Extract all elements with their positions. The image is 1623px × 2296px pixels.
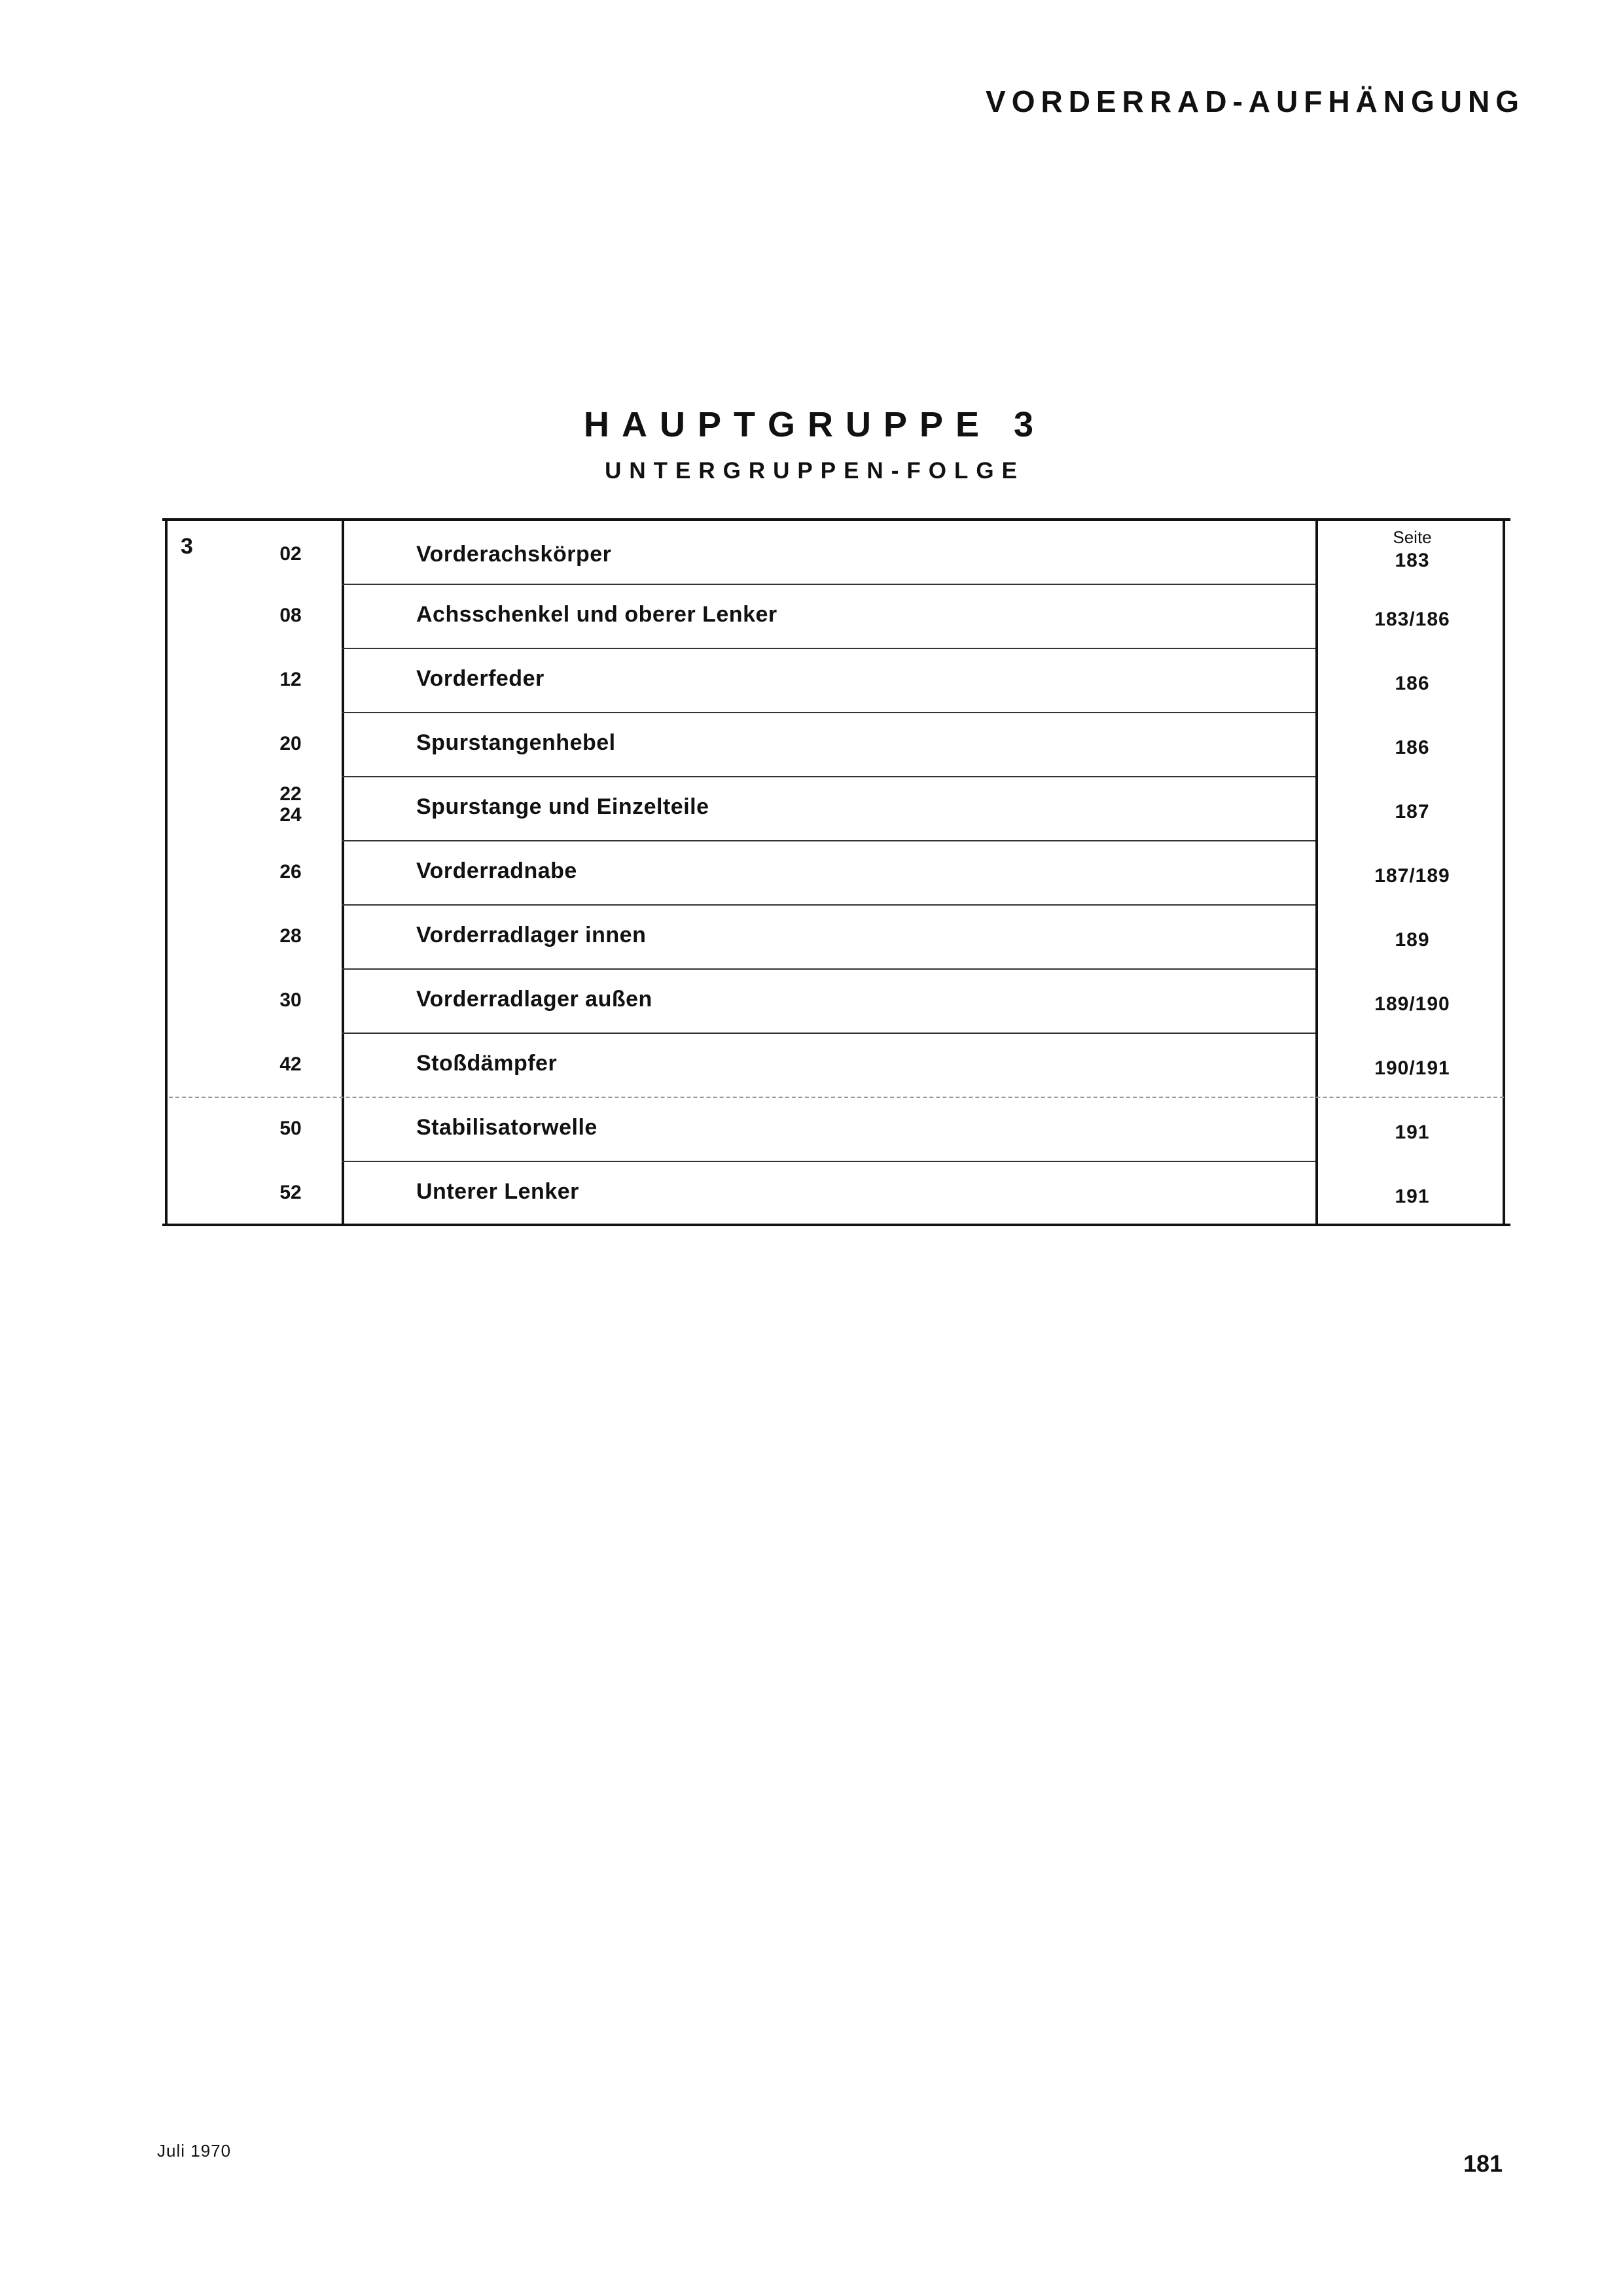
subgroup-code: 12 [279,669,302,690]
subgroup-code: 52 [279,1182,302,1203]
subgroup-description: Spurstangenhebel [416,730,616,755]
subgroup-description: Vorderfeder [416,666,544,691]
subgroup-description: Stoßdämpfer [416,1051,558,1076]
footer-page-number: 181 [1463,2150,1503,2177]
subgroup-code-first: 22 [279,783,302,805]
subgroup-description: Vorderachskörper [416,542,612,567]
subgroup-code: 26 [279,861,302,883]
table-row [162,1098,1510,1162]
subgroup-description: Vorderradlager außen [416,987,652,1012]
main-heading: HAUPTGRUPPE 3 [583,405,1046,444]
subgroup-description: Stabilisatorwelle [416,1115,597,1140]
table-row [162,1162,1510,1226]
subgroup-code: 20 [279,733,302,754]
sub-heading: UNTERGRUPPEN-FOLGE [605,458,1025,484]
table-row [162,585,1510,649]
subgroup-description: Unterer Lenker [416,1179,579,1204]
subgroup-page: 189 [1395,929,1430,951]
subgroup-code: 42 [279,1053,302,1075]
subgroup-page: 186 [1395,673,1430,694]
subgroup-table [162,518,1510,1226]
footer-date: Juli 1970 [157,2141,232,2161]
table-row [162,521,1510,585]
subgroup-page: 191 [1395,1122,1430,1143]
subgroup-code: 02 [279,543,302,565]
subgroup-code: 30 [279,989,302,1011]
page-column-label: Seite [1393,527,1432,547]
subgroup-page: 187 [1395,801,1430,822]
subgroup-page: 191 [1395,1186,1430,1207]
subgroup-page: 187/189 [1374,865,1450,887]
subgroup-code-second: 24 [279,804,302,826]
subgroup-page: 186 [1395,737,1430,758]
subgroup-description: Vorderradnabe [416,858,577,883]
table-row [162,1034,1510,1098]
subgroup-page: 190/191 [1374,1057,1450,1079]
table-row [162,649,1510,713]
subgroup-page: 183 [1395,550,1430,571]
table-row [162,906,1510,970]
table-row [162,841,1510,906]
table-row [162,970,1510,1034]
table-row [162,713,1510,777]
subgroup-page: 183/186 [1374,609,1450,630]
subgroup-description: Achsschenkel und oberer Lenker [416,602,777,627]
subgroup-code: 08 [279,605,302,626]
subgroup-description: Spurstange und Einzelteile [416,794,709,819]
subgroup-code [241,784,340,826]
table-row [162,777,1510,841]
group-number: 3 [181,534,193,559]
subgroup-description: Vorderradlager innen [416,923,647,947]
subgroup-code: 28 [279,925,302,947]
subgroup-code: 50 [279,1118,302,1139]
section-title: VORDERRAD-AUFHÄNGUNG [986,84,1525,118]
subgroup-page: 189/190 [1374,993,1450,1015]
